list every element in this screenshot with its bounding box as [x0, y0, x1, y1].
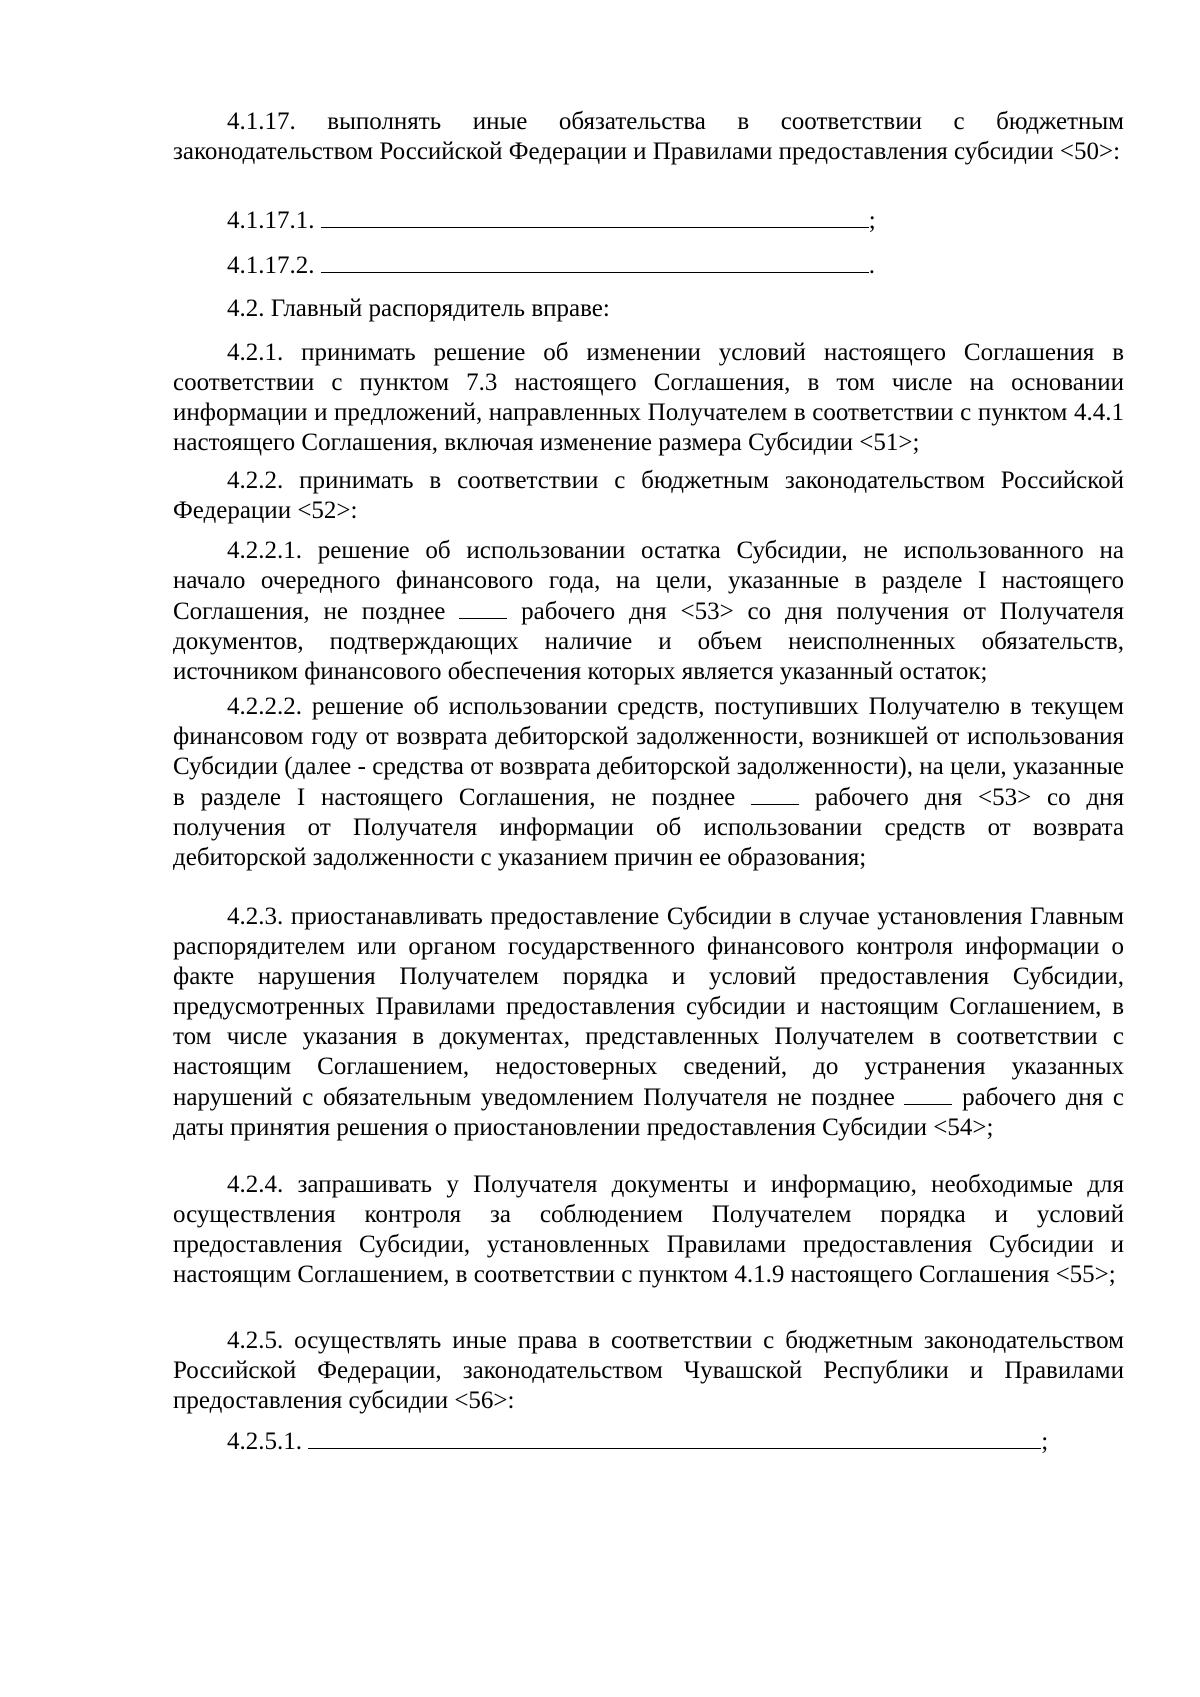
item-end: . — [868, 252, 875, 279]
item-label: 4.1.17.2. — [227, 252, 315, 279]
paragraph-4-1-17-1 — [173, 205, 1124, 236]
item-label: 4.2.5.1. — [227, 1428, 302, 1455]
fill-in-blank — [459, 596, 507, 619]
text-before-blank: 4.2.3. приостанавливать предоставление Субсидии в случае установления Главным распорядителем или органом государственного финансового контроля информации о факте нарушения Получателем порядка и условий предоставления Субсидии, предусмотренных Правилами предоставления субсидии и настоящим Соглашением, в том числе указания в документах, представленных Получателем в соответствии с настоящим Соглашением, недостоверных сведений, до устранения указанных нарушений с обязательным уведомлением Получателя не позднее — [173, 903, 1124, 1111]
text-before-blank: 4.2.2.2. решение об использовании средств, поступивших Получателю в текущем финансовом году от возврата дебиторской задолженности, возникшей от использования Субсидии (далее - средства от возврата дебиторской задолженности), на цели, указанные в разделе I настоящего Соглашения, не позднее — [173, 693, 1124, 811]
text-after-blank: рабочего дня <53> со дня получения от Получателя документов, подтверждающих наличие и объем неисполненных обязательств, источником финансового обеспечения которых является указанный остаток; — [173, 598, 1124, 685]
fill-in-blank — [321, 205, 869, 228]
paragraph-4-2-5: 4.2.5. осуществлять иные права в соответствии с бюджетным законодательством Российской Федерации, законодательством Чувашской Республики и Правилами предоставления субсидии <56>: — [173, 1327, 1124, 1414]
paragraph-4-2-4: 4.2.4. запрашивать у Получателя документы и информацию, необходимые для осуществления контроля за соблюдением Получателем порядка и условий предоставления Субсидии, установленных Правилами предоставления Субсидии и настоящим Соглашением, в соответствии с пунктом 4.1.9 настоящего Соглашения <55>; — [173, 1171, 1124, 1288]
item-end: ; — [1041, 1428, 1049, 1455]
item-label: 4.1.17.1. — [227, 207, 315, 234]
item-end: ; — [868, 207, 876, 234]
paragraph-4-2-5-1 — [173, 1426, 1124, 1457]
paragraph-4-2-2-1 — [173, 536, 1124, 687]
paragraph-4-2-3 — [173, 902, 1124, 1143]
paragraph-4-1-17-2 — [173, 250, 1124, 281]
fill-in-blank — [751, 782, 799, 805]
fill-in-blank — [904, 1082, 952, 1105]
text-after-blank: рабочего дня с даты принятия решения о приостановлении предоставления Субсидии <54>; — [173, 1084, 1125, 1141]
fill-in-blank — [321, 250, 869, 273]
text-after-blank: рабочего дня <53> со дня получения от Получателя информации об использовании средств от возврата дебиторской задолженности с указанием причин ее образования; — [173, 784, 1125, 871]
paragraph-4-2: 4.2. Главный распорядитель вправе: — [227, 295, 610, 322]
paragraph-4-2-2-2 — [173, 692, 1124, 873]
fill-in-blank — [308, 1426, 1041, 1449]
paragraph-4-2-1: 4.2.1. принимать решение об изменении условий настоящего Соглашения в соответствии с пунктом 7.3 настоящего Соглашения, в том числе на основании информации и предложений, направленных Получателем в соответствии с пунктом 4.4.1 настоящего Соглашения, включая изменение размера Субсидии <51>; — [173, 339, 1124, 456]
paragraph-4-1-17: 4.1.17. выполнять иные обязательства в соответствии с бюджетным законодательством Российской Федерации и Правилами предоставления субсидии <50>: — [173, 108, 1124, 165]
text-before-blank: 4.2.2.1. решение об использовании остатка Субсидии, не использованного на начало очередного финансового года, на цели, указанные в разделе I настоящего Соглашения, не позднее — [173, 537, 1124, 625]
paragraph-4-2-2: 4.2.2. принимать в соответствии с бюджетным законодательством Российской Федерации <52>: — [173, 467, 1124, 524]
